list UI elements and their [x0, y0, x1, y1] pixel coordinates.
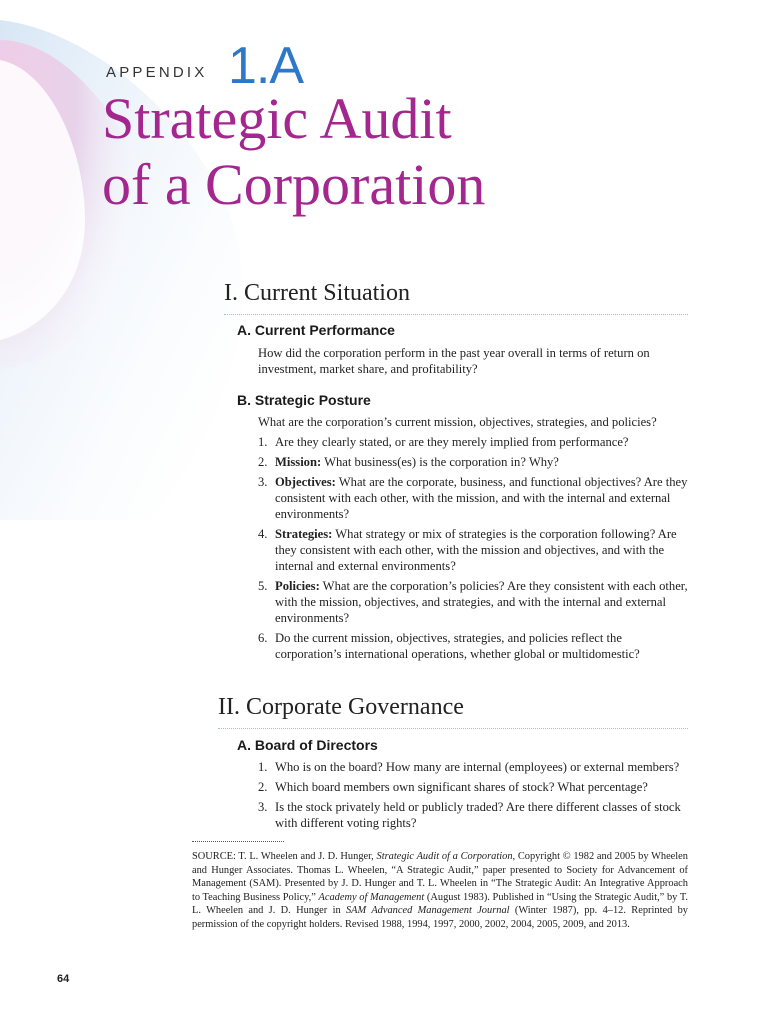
page-title [102, 86, 722, 218]
strategic-posture-list [258, 434, 688, 666]
section-2-rule [218, 728, 688, 729]
current-performance-text: How did the corporation perform in the past year overall in terms of return on investment, market share, and profitability? [258, 346, 650, 376]
list-item: 4. Strategies: What strategy or mix of strategies is the corporation following? Are they consistent with each other, with the mission and objectives, and with the internal and external environments? [258, 527, 677, 573]
appendix-number: 1.A [228, 37, 304, 95]
title-line-2: of a Corporation [102, 152, 486, 217]
list-item: 3. Is the stock privately held or publicly traded? Are there different classes of stock with different voting rights? [258, 800, 681, 830]
list-item: 2. Which board members own significant shares of stock? What percentage? [258, 780, 648, 794]
source-footnote: SOURCE: T. L. Wheelen and J. D. Hunger, Strategic Audit of a Corporation, Copyright © 1982 and 2005 by Wheelen and Hunger Associates. Thomas L. Wheelen, “A Strategic Audit,” paper presented to Society for Advancement of Management (SAM). Presented by J. D. Hunger and T. L. Wheelen in “The Strategic Audit: An Integrative Approach to Teaching Business Policy,” Academy of Management (August 1983). Published in “Using the Strategic Audit,” by T. L. Wheelen and J. D. Hunger in SAM Advanced Management Journal (Winter 1987), pp. 4–12. Reprinted by permission of the copyright holders. Revised 1988, 1994, 1997, 2000, 2002, 2004, 2005, 2009, and 2013. [192, 851, 688, 930]
list-item: 3. Objectives: What are the corporate, business, and functional objectives? Are they consistent with each other, with the mission, and with the internal and external environments? [258, 475, 688, 521]
board-of-directors-heading: A. Board of Directors [237, 737, 378, 753]
section-1-rule [224, 314, 688, 315]
list-item: 1. Are they clearly stated, or are they merely implied from performance? [258, 435, 629, 449]
list-item: 6. Do the current mission, objectives, strategies, and policies reflect the corporation’s international operations, whether global or multidomestic? [258, 631, 640, 661]
section-2-heading: II. Corporate Governance [218, 694, 464, 720]
list-item: 5. Policies: What are the corporation’s policies? Are they consistent with each other, with the mission, objectives, and strategies, and with the internal and external environments? [258, 579, 688, 625]
list-item: 1. Who is on the board? How many are internal (employees) or external members? [258, 760, 680, 774]
page-number: 64 [57, 973, 70, 985]
list-item: 2. Mission: What business(es) is the corporation in? Why? [258, 455, 559, 469]
strategic-posture-intro: What are the corporation’s current mission, objectives, strategies, and policies? [258, 415, 657, 429]
title-line-1: Strategic Audit [102, 86, 452, 151]
appendix-word: APPENDIX [106, 64, 208, 81]
strategic-posture-heading: B. Strategic Posture [237, 392, 371, 408]
current-performance-heading: A. Current Performance [237, 322, 395, 338]
footnote-separator [192, 841, 284, 842]
section-1-heading: I. Current Situation [224, 280, 410, 306]
board-list [258, 759, 688, 835]
